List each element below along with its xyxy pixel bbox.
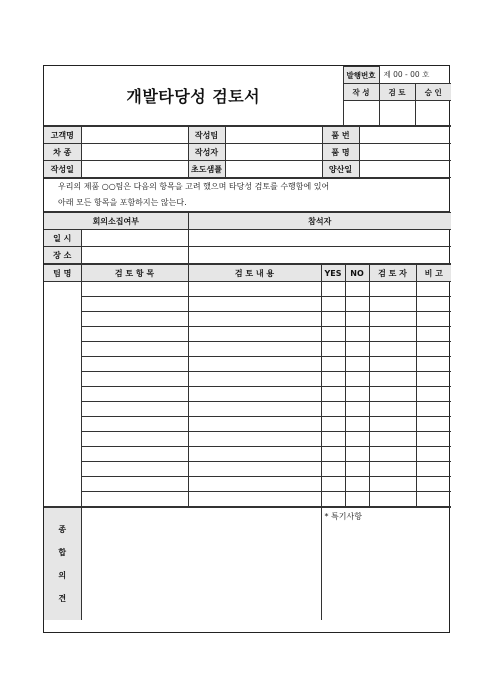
cell-remarks[interactable]	[416, 297, 451, 312]
cell-no[interactable]	[345, 492, 369, 507]
meeting-table	[44, 212, 451, 264]
cell-reviewer[interactable]	[369, 312, 416, 327]
cell-yes[interactable]	[321, 282, 345, 297]
cell-review-item[interactable]	[81, 462, 188, 477]
author-team-label: 작성팀	[188, 127, 225, 144]
approval-review-label: 검 토	[379, 84, 415, 101]
cell-review-content[interactable]	[188, 432, 321, 447]
table-row	[44, 282, 451, 297]
cell-review-content[interactable]	[188, 312, 321, 327]
cell-yes[interactable]	[321, 402, 345, 417]
table-row	[44, 387, 451, 402]
cell-reviewer[interactable]	[369, 447, 416, 462]
table-row	[44, 327, 451, 342]
cell-review-content[interactable]	[188, 282, 321, 297]
meeting-place-label: 장 소	[44, 247, 81, 264]
approval-approve-label: 승 인	[415, 84, 451, 101]
part-no-label: 품 번	[322, 127, 359, 144]
cell-no[interactable]	[345, 447, 369, 462]
cell-reviewer[interactable]	[369, 477, 416, 492]
cell-review-content[interactable]	[188, 417, 321, 432]
cell-no[interactable]	[345, 282, 369, 297]
cell-review-item[interactable]	[81, 312, 188, 327]
cell-reviewer[interactable]	[369, 297, 416, 312]
cell-yes[interactable]	[321, 387, 345, 402]
attendees-field-2[interactable]	[188, 247, 451, 264]
cell-review-item[interactable]	[81, 282, 188, 297]
table-row	[44, 432, 451, 447]
part-no-field[interactable]	[359, 127, 451, 144]
cell-remarks[interactable]	[416, 327, 451, 342]
table-row	[44, 462, 451, 477]
header-no: NO	[345, 265, 369, 282]
table-row	[44, 357, 451, 372]
cell-reviewer[interactable]	[369, 357, 416, 372]
cell-remarks[interactable]	[416, 342, 451, 357]
opinion-char-4: 견	[58, 593, 67, 603]
cell-yes[interactable]	[321, 417, 345, 432]
part-name-field[interactable]	[359, 144, 451, 161]
cell-no[interactable]	[345, 372, 369, 387]
cell-reviewer[interactable]	[369, 432, 416, 447]
opinion-char-1: 종	[58, 524, 67, 534]
header-reviewer: 검 토 자	[369, 265, 416, 282]
cell-reviewer[interactable]	[369, 387, 416, 402]
special-note-label: * 특기사항	[324, 512, 362, 521]
header-yes: YES	[321, 265, 345, 282]
mass-production-field[interactable]	[359, 161, 451, 178]
meeting-place-field[interactable]	[81, 247, 188, 264]
table-row	[44, 492, 451, 507]
cell-review-item[interactable]	[81, 372, 188, 387]
cell-remarks[interactable]	[416, 417, 451, 432]
approval-review-sign[interactable]	[379, 101, 415, 126]
cell-yes[interactable]	[321, 297, 345, 312]
author-label: 작성자	[188, 144, 225, 161]
table-row	[44, 402, 451, 417]
cell-review-content[interactable]	[188, 297, 321, 312]
cell-remarks[interactable]	[416, 447, 451, 462]
vehicle-label: 차 종	[44, 144, 81, 161]
approval-write-label: 작 성	[343, 84, 379, 101]
cell-remarks[interactable]	[416, 282, 451, 297]
cell-yes[interactable]	[321, 462, 345, 477]
cell-reviewer[interactable]	[369, 282, 416, 297]
customer-label: 고객명	[44, 127, 81, 144]
cell-no[interactable]	[345, 357, 369, 372]
cell-remarks[interactable]	[416, 312, 451, 327]
header-table	[44, 66, 451, 126]
cell-reviewer[interactable]	[369, 372, 416, 387]
cell-review-content[interactable]	[188, 462, 321, 477]
mass-production-label: 양산일	[322, 161, 359, 178]
cell-no[interactable]	[345, 342, 369, 357]
table-row	[44, 477, 451, 492]
cell-review-content[interactable]	[188, 327, 321, 342]
cell-reviewer[interactable]	[369, 342, 416, 357]
cell-review-content[interactable]	[188, 402, 321, 417]
cell-yes[interactable]	[321, 327, 345, 342]
cell-review-item[interactable]	[81, 297, 188, 312]
attendees-field-1[interactable]	[188, 230, 451, 247]
opinion-table	[44, 507, 451, 620]
cell-yes[interactable]	[321, 357, 345, 372]
approval-approve-sign[interactable]	[415, 101, 451, 126]
cell-reviewer[interactable]	[369, 492, 416, 507]
cell-review-content[interactable]	[188, 342, 321, 357]
cell-no[interactable]	[345, 432, 369, 447]
cell-reviewer[interactable]	[369, 327, 416, 342]
cell-yes[interactable]	[321, 372, 345, 387]
date-written-field[interactable]	[81, 161, 188, 178]
opinion-char-2: 합	[58, 547, 67, 557]
meeting-date-field[interactable]	[81, 230, 188, 247]
customer-field[interactable]	[81, 127, 188, 144]
cell-remarks[interactable]	[416, 477, 451, 492]
cell-review-item[interactable]	[81, 357, 188, 372]
issue-number-value: 제 00 - 00 호	[379, 67, 451, 84]
page-title: 개발타당성 검토서	[44, 67, 343, 126]
cell-yes[interactable]	[321, 492, 345, 507]
table-row	[44, 297, 451, 312]
notice-line-1: 우리의 제품 ○○팀은 다음의 항목을 고려 했으며 타당성 검토를 수행함에 있어	[44, 179, 449, 196]
cell-no[interactable]	[345, 327, 369, 342]
special-note-field[interactable]	[321, 508, 451, 620]
table-row	[44, 417, 451, 432]
cell-review-content[interactable]	[188, 357, 321, 372]
cell-review-item[interactable]	[81, 327, 188, 342]
notice-line-2: 아래 모든 항목을 포함하지는 않는다.	[44, 195, 449, 212]
cell-no[interactable]	[345, 297, 369, 312]
header-team: 팀 명	[44, 265, 81, 282]
cell-no[interactable]	[345, 477, 369, 492]
cell-remarks[interactable]	[416, 492, 451, 507]
cell-review-item[interactable]	[81, 342, 188, 357]
review-rows	[44, 282, 451, 507]
initial-sample-field[interactable]	[225, 161, 322, 178]
cell-review-item[interactable]	[81, 387, 188, 402]
notice-table	[44, 178, 449, 212]
initial-sample-label: 초도샘플	[188, 161, 225, 178]
cell-remarks[interactable]	[416, 432, 451, 447]
header-review-content: 검 토 내 용	[188, 265, 321, 282]
approval-write-sign[interactable]	[343, 101, 379, 126]
cell-yes[interactable]	[321, 312, 345, 327]
cell-remarks[interactable]	[416, 462, 451, 477]
info-table	[44, 126, 451, 178]
table-row	[44, 342, 451, 357]
cell-yes[interactable]	[321, 477, 345, 492]
header-review-item: 검 토 항 목	[81, 265, 188, 282]
cell-review-item[interactable]	[81, 402, 188, 417]
meeting-called-label: 회의소집여부	[44, 213, 188, 230]
review-form	[43, 65, 450, 633]
table-row	[44, 312, 451, 327]
cell-remarks[interactable]	[416, 387, 451, 402]
header-remarks: 비 고	[416, 265, 451, 282]
cell-yes[interactable]	[321, 342, 345, 357]
cell-review-item[interactable]	[81, 432, 188, 447]
cell-review-item[interactable]	[81, 447, 188, 462]
cell-no[interactable]	[345, 387, 369, 402]
cell-no[interactable]	[345, 417, 369, 432]
review-table	[44, 264, 451, 507]
cell-review-item[interactable]	[81, 417, 188, 432]
cell-no[interactable]	[345, 402, 369, 417]
cell-review-content[interactable]	[188, 477, 321, 492]
author-team-field[interactable]	[225, 127, 322, 144]
opinion-char-3: 의	[58, 570, 67, 580]
table-row	[44, 447, 451, 462]
cell-review-item[interactable]	[81, 492, 188, 507]
cell-reviewer[interactable]	[369, 417, 416, 432]
author-field[interactable]	[225, 144, 322, 161]
cell-no[interactable]	[345, 312, 369, 327]
overall-opinion-field[interactable]	[81, 508, 321, 620]
cell-review-content[interactable]	[188, 447, 321, 462]
cell-reviewer[interactable]	[369, 462, 416, 477]
cell-review-content[interactable]	[188, 372, 321, 387]
cell-remarks[interactable]	[416, 357, 451, 372]
cell-team[interactable]	[44, 282, 81, 507]
cell-yes[interactable]	[321, 432, 345, 447]
cell-no[interactable]	[345, 462, 369, 477]
cell-reviewer[interactable]	[369, 402, 416, 417]
meeting-date-label: 일 시	[44, 230, 81, 247]
cell-yes[interactable]	[321, 447, 345, 462]
cell-review-item[interactable]	[81, 477, 188, 492]
cell-remarks[interactable]	[416, 402, 451, 417]
part-name-label: 품 명	[322, 144, 359, 161]
cell-review-content[interactable]	[188, 387, 321, 402]
attendees-label: 참석자	[188, 213, 451, 230]
overall-opinion-label	[44, 508, 81, 620]
issue-number-label: 발행번호	[343, 67, 379, 84]
cell-review-content[interactable]	[188, 492, 321, 507]
cell-remarks[interactable]	[416, 372, 451, 387]
table-row	[44, 372, 451, 387]
date-written-label: 작성일	[44, 161, 81, 178]
vehicle-field[interactable]	[81, 144, 188, 161]
